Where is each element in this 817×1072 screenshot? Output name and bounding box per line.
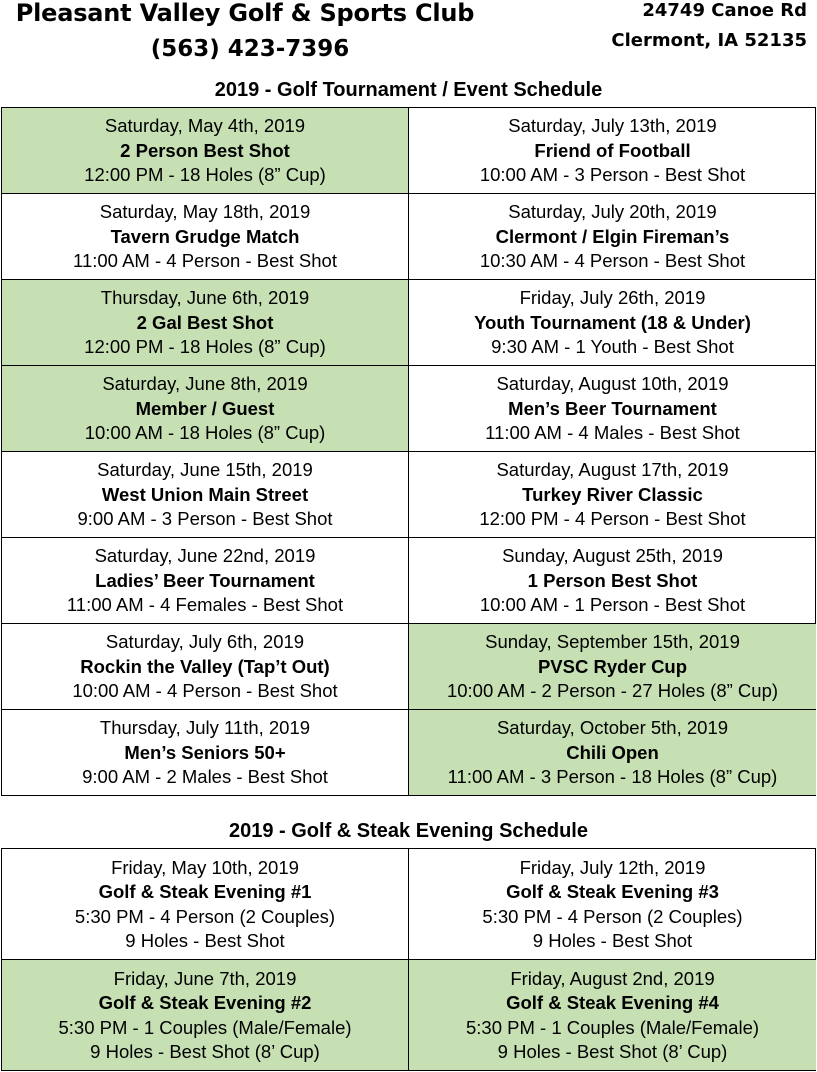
event-detail: 9 Holes - Best Shot (8’ Cup)	[497, 1041, 728, 1062]
club-name: Pleasant Valley Golf & Sports Club	[15, 0, 475, 27]
event-name: Golf & Steak Evening #1	[98, 881, 312, 902]
event-name: Tavern Grudge Match	[110, 225, 300, 247]
event-detail: 10:00 AM - 1 Person - Best Shot	[479, 594, 746, 616]
event-detail: 11:00 AM - 4 Person - Best Shot	[73, 250, 337, 272]
event-date: Sunday, September 15th, 2019	[485, 631, 740, 653]
event-name: Turkey River Classic	[522, 483, 703, 505]
event-cell	[2, 366, 409, 452]
event-cell	[409, 280, 816, 366]
event-name: 2 Gal Best Shot	[136, 311, 274, 333]
event-cell	[2, 849, 409, 960]
event-date: Friday, July 26th, 2019	[519, 287, 706, 309]
event-date: Friday, July 12th, 2019	[519, 856, 706, 878]
event-date: Thursday, July 11th, 2019	[99, 717, 311, 739]
event-cell	[409, 366, 816, 452]
event-cell	[2, 538, 409, 624]
event-cell	[2, 452, 409, 538]
event-date: Friday, June 7th, 2019	[113, 967, 297, 989]
event-cell	[409, 624, 816, 710]
event-detail: 5:30 PM - 1 Couples (Male/Female)	[465, 1016, 760, 1038]
tournament-schedule-title: 2019 - Golf Tournament / Event Schedule	[214, 79, 603, 101]
event-cell	[409, 538, 816, 624]
event-cell	[409, 849, 816, 960]
event-name: Clermont / Elgin Fireman’s	[495, 225, 730, 247]
event-date: Saturday, June 22nd, 2019	[94, 545, 316, 567]
event-date: Saturday, October 5th, 2019	[496, 717, 729, 739]
event-detail: 9 Holes - Best Shot (8’ Cup)	[90, 1041, 320, 1062]
event-name: 2 Person Best Shot	[120, 139, 290, 161]
event-date: Saturday, August 17th, 2019	[496, 459, 729, 481]
event-name: Men’s Seniors 50+	[124, 741, 286, 763]
event-name: Ladies’ Beer Tournament	[95, 569, 315, 591]
event-date: Saturday, July 13th, 2019	[508, 115, 717, 137]
event-date: Saturday, July 6th, 2019	[105, 631, 305, 653]
event-date: Saturday, June 15th, 2019	[97, 459, 313, 481]
event-date: Saturday, August 10th, 2019	[496, 373, 729, 395]
event-date: Saturday, May 18th, 2019	[99, 201, 311, 223]
event-cell	[409, 960, 816, 1070]
event-name: PVSC Ryder Cup	[537, 655, 688, 677]
event-cell	[2, 194, 409, 280]
address-line-1: 24749 Canoe Rd	[642, 0, 807, 21]
event-name: Golf & Steak Evening #2	[98, 992, 312, 1013]
event-cell	[409, 710, 816, 795]
event-name: Golf & Steak Evening #4	[506, 992, 719, 1013]
event-date: Thursday, June 6th, 2019	[100, 287, 310, 309]
event-cell	[2, 960, 409, 1070]
event-detail: 10:00 AM - 18 Holes (8” Cup)	[84, 422, 326, 444]
event-date: Friday, August 2nd, 2019	[510, 967, 715, 989]
event-date: Saturday, June 8th, 2019	[102, 373, 308, 395]
event-detail: 5:30 PM - 4 Person (2 Couples)	[482, 905, 743, 927]
event-detail: 10:00 AM - 4 Person - Best Shot	[72, 680, 338, 702]
event-detail: 9:00 AM - 3 Person - Best Shot	[77, 508, 333, 530]
event-name: Golf & Steak Evening #3	[506, 881, 719, 902]
event-date: Saturday, May 4th, 2019	[104, 115, 306, 137]
event-name: Men’s Beer Tournament	[508, 397, 717, 419]
event-name: 1 Person Best Shot	[527, 569, 698, 591]
event-name: Rockin the Valley (Tap’t Out)	[80, 655, 330, 677]
steak-schedule-title: 2019 - Golf & Steak Evening Schedule	[228, 820, 588, 842]
event-cell	[2, 280, 409, 366]
event-detail: 12:00 PM - 18 Holes (8” Cup)	[84, 336, 326, 358]
address-line-2: Clermont, IA 52135	[611, 30, 807, 51]
event-name: West Union Main Street	[101, 483, 309, 505]
event-detail: 10:30 AM - 4 Person - Best Shot	[479, 250, 746, 272]
event-detail: 10:00 AM - 2 Person - 27 Holes (8” Cup)	[446, 680, 779, 702]
event-date: Saturday, July 20th, 2019	[508, 201, 717, 223]
club-phone: (563) 423-7396	[150, 36, 350, 62]
event-date: Friday, May 10th, 2019	[111, 856, 299, 878]
steak-schedule-table	[1, 848, 816, 1071]
event-detail: 12:00 PM - 18 Holes (8” Cup)	[84, 164, 326, 186]
event-date: Sunday, August 25th, 2019	[502, 545, 723, 567]
event-detail: 9 Holes - Best Shot	[125, 930, 285, 951]
event-name: Friend of Football	[534, 139, 691, 161]
event-cell	[409, 194, 816, 280]
event-detail: 11:00 AM - 4 Females - Best Shot	[66, 594, 344, 616]
event-cell	[409, 452, 816, 538]
event-detail: 10:00 AM - 3 Person - Best Shot	[479, 164, 746, 186]
event-detail: 9:30 AM - 1 Youth - Best Shot	[491, 336, 734, 358]
event-detail: 12:00 PM - 4 Person - Best Shot	[479, 508, 746, 530]
event-cell	[409, 108, 816, 194]
event-detail: 5:30 PM - 1 Couples (Male/Female)	[58, 1016, 352, 1038]
event-detail: 9 Holes - Best Shot	[532, 930, 693, 951]
event-detail: 9:00 AM - 2 Males - Best Shot	[82, 766, 328, 788]
event-detail: 5:30 PM - 4 Person (2 Couples)	[74, 905, 336, 927]
tournament-schedule-table	[1, 107, 816, 796]
event-name: Member / Guest	[135, 397, 275, 419]
event-detail: 11:00 AM - 4 Males - Best Shot	[485, 422, 740, 444]
event-detail: 11:00 AM - 3 Person - 18 Holes (8” Cup)	[447, 766, 778, 788]
event-cell	[2, 108, 409, 194]
event-cell	[2, 710, 409, 795]
event-cell	[2, 624, 409, 710]
event-name: Youth Tournament (18 & Under)	[474, 311, 751, 333]
event-name: Chili Open	[566, 741, 659, 763]
